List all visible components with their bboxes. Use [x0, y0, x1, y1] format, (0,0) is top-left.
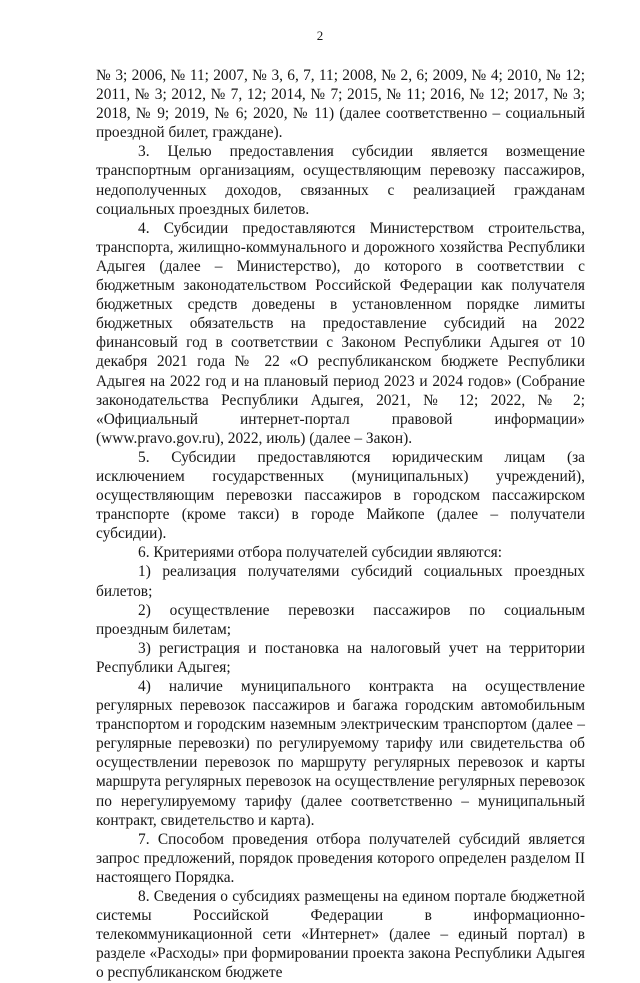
paragraph-7: 7. Способом проведения отбора получателей субсидий является запрос предложений, порядок проведения которого определен разделом II настоящего Порядка.: [96, 830, 585, 886]
paragraph-3: 3. Целью предоставления субсидии является возмещение транспортным организациям, осуществляющим перевозку пассажиров, недополученных доходов, связанных с реализацией гражданам социальных проездных билетов.: [96, 143, 585, 218]
criterion-3: 3) регистрация и постановка на налоговый учет на территории Республики Адыгея;: [96, 639, 585, 676]
paragraph-6: 6. Критериями отбора получателей субсидии являются:: [138, 544, 502, 562]
paragraph-continuation: № 3; 2006, № 11; 2007, № 3, 6, 7, 11; 2008, № 2, 6; 2009, № 4; 2010, № 12; 2011, № 3; 2012, № 7, 12; 2014, № 7; 2015, № 11; 2016, № 12; 2017, № 3; 2018, № 9; 2019, № 6; 2020, № 11) (далее соответственно – социальный проездной билет, граждане).: [96, 67, 585, 142]
paragraph-4: 4. Субсидии предоставляются Министерством строительства, транспорта, жилищно-коммунального и дорожного хозяйства Республики Адыгея (далее – Министерство), до которого в соответствии с бюджетным законодательством Российской Федерации как получателя бюджетных средств доведены в установленном порядке лимиты бюджетных обязательств на предоставление субсидий на 2022 финансовый год в соответствии с Законом Республики Адыгея от 10 декабря 2021 года № 22 «О республиканском бюджете Республики Адыгея на 2022 год и на плановый период 2023 и 2024 годов» (Собрание законодательства Республики Адыгея, 2021, № 12; 2022, № 2; «Официальный интернет-портал правовой информации» (www.pravo.gov.ru), 2022, июль) (далее – Закон).: [96, 219, 585, 447]
paragraph-5: 5. Субсидии предоставляются юридическим лицам (за исключением государственных (муниципальных) учреждений), осуществляющим перевозки пассажиров в городском пассажирском транспорте (кроме такси) в городе Майкопе (далее – получатели субсидии).: [96, 448, 585, 543]
criterion-4: 4) наличие муниципального контракта на осуществление регулярных перевозок пассажиров и багажа городским автомобильным транспортом и городским наземным электрическим транспортом (далее – регулярные перевозки) по регулируемому тарифу или свидетельства об осуществлении перевозок по маршруту регулярных перевозок и карты маршрута регулярных перевозок на осуществление регулярных перевозок по нерегулируемому тарифу (далее соответственно – муниципальный контракт, свидетельство и карта).: [96, 678, 585, 829]
document-body: [96, 66, 585, 983]
page-number: 2: [316, 28, 324, 43]
paragraph-8: 8. Сведения о субсидиях размещены на едином портале бюджетной системы Российской Федерации в информационно-телекоммуникационной сети «Интернет» (далее – единый портал) в разделе «Расходы» при формировании проекта закона Республики Адыгея о республиканском бюджете: [96, 888, 585, 982]
criterion-2: 2) осуществление перевозки пассажиров по социальным проездным билетам;: [96, 601, 585, 638]
criterion-1: 1) реализация получателями субсидий социальных проездных билетов;: [96, 563, 585, 600]
